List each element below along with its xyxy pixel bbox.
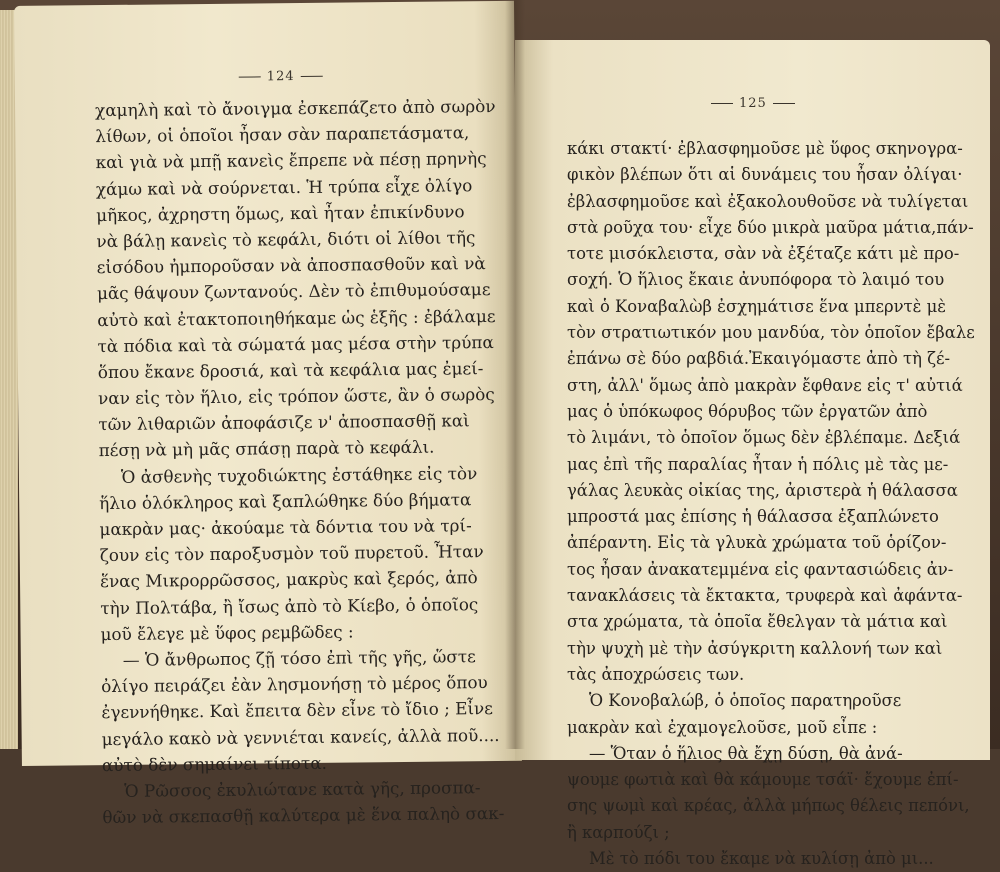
right-page (515, 40, 990, 869)
text-line: στὰ ροῦχα του· εἶχε δύο μικρὰ μαῦρα μάτια,πάν- (567, 217, 974, 237)
text-line: Ὁ ἀσθενὴς τυχοδιώκτης ἐστάθηκε εἰς τὸν (120, 462, 478, 487)
text-line: τανακλάσεις τὰ ἔκτακτα, τρυφερὰ καὶ ἀφάντα- (567, 586, 963, 606)
text-line: καὶ ὁ Κοναβαλὼβ ἐσχημάτισε ἕνα μπερντὲ μὲ (567, 296, 947, 316)
text-line: Ὁ Ρῶσσος ἐκυλιώτανε κατὰ γῆς, προσπα- (124, 777, 481, 801)
text-line: τοτε μισόκλειστα, σὰν νὰ ἐξέταζε κάτι μὲ προ- (567, 244, 960, 264)
text-line: ἀπέραντη. Εἰς τὰ γλυκὰ χρώματα τοῦ ὁρίζον- (567, 533, 947, 553)
text-line: τὰ πόδια καὶ τὰ σώματά μας μέσα στὴν τρύπα (97, 331, 494, 356)
text-line: σης ψωμὶ καὶ κρέας, ἀλλὰ μήπως θέλεις πεπόνι, (567, 796, 970, 816)
folio-dash (711, 103, 733, 104)
text-line: — Ὅταν ὁ ἥλιος θὰ ἔχῃ δύσῃ, θὰ ἀνά- (589, 743, 903, 763)
text-line: ναν εἰς τὸν ἥλιο, εἰς τρόπον ὥστε, ἂν ὁ σωρὸς (98, 384, 495, 409)
left-page-number (233, 69, 329, 85)
text-line: — Ὁ ἄνθρωπος ζῇ τόσο ἐπὶ τῆς γῆς, ὥστε (122, 646, 476, 670)
text-line: μοῦ ἔλεγε μὲ ὕφος ρεμβῶδες : (100, 621, 354, 644)
text-line: θῶν νὰ σκεπασθῇ καλύτερα μὲ ἕνα παληὸ σακ- (102, 802, 505, 828)
text-line: γάλας λευκὰς οἰκίας της, ἀριστερὰ ἡ θάλασσα (567, 480, 958, 500)
text-line: χαμηλὴ καὶ τὸ ἄνοιγμα ἐσκεπάζετο ἀπὸ σωρὸν (94, 95, 496, 121)
text-line: μπροστά μας ἐπίσης ἡ θάλασσα ἐξαπλώνετο (567, 507, 939, 527)
text-line: τὸ λιμάνι, τὸ ὁποῖον ὅμως δὲν ἐβλέπαμε. Δεξιά (567, 428, 961, 448)
text-line: αὐτὸ δὲν σημαίνει τίποτα. (101, 752, 328, 775)
text-line: μᾶς θάψουν ζωντανούς. Δὲν τὸ ἐπιθυμούσαμε (96, 279, 491, 304)
left-page-text (95, 93, 505, 830)
text-line: καὶ γιὰ νὰ μπῇ κανεὶς ἔπρεπε νὰ πέσῃ πρηνὴς (95, 148, 487, 173)
left-page-number-text: 124 (266, 69, 295, 85)
text-line: μεγάλο κακὸ νὰ γεννιέται κανείς, ἀλλὰ ποῦ.... (101, 724, 500, 749)
text-line: ἐπάνω σὲ δύο ραβδιά.Ἐκαιγόμαστε ἀπὸ τὴ ζέ- (567, 349, 951, 369)
text-line: ἐγεννήθηκε. Καὶ ἔπειτα δὲν εἶνε τὸ ἴδιο ; Εἶνε (101, 698, 494, 723)
folio-dash (301, 76, 323, 77)
text-line: στη, ἀλλ' ὅμως ἀπὸ μακρὰν ἔφθανε εἰς τ' αὐτιά (567, 375, 963, 395)
text-line: ὀλίγο πειράζει ἐὰν λησμονήσῃ τὸ μέρος ὅπου (101, 672, 488, 697)
text-line: στα χρώματα, τὰ ὁποῖα ἔθελγαν τὰ μάτια καὶ (567, 612, 948, 632)
text-line: αὐτὸ καὶ ἐτακτοποιηθήκαμε ὡς ἑξῆς : ἐβάλαμε (97, 305, 496, 330)
text-line: μακρὰν καὶ ἐχαμογελοῦσε, μοῦ εἶπε : (567, 717, 878, 737)
text-line: πέσῃ νὰ μὴ μᾶς σπάσῃ παρὰ τὸ κεφάλι. (98, 437, 435, 461)
text-line: Ὁ Κονοβαλώβ, ὁ ὁποῖος παρατηροῦσε (589, 691, 902, 711)
book-gutter (505, 0, 525, 749)
text-line: ὅπου ἔκανε δροσιά, καὶ τὰ κεφάλια μας ἐμεί- (97, 357, 484, 383)
right-page-number-text: 125 (739, 96, 767, 111)
text-line: μας ὁ ὑπόκωφος θόρυβος τῶν ἐργατῶν ἀπὸ (567, 401, 928, 421)
text-line: μας ἐπὶ τῆς παραλίας ἦταν ἡ πόλις μὲ τὰς με- (567, 454, 949, 474)
text-line: τῶν λιθαριῶν ἀποφάσιζε ν' ἀποσπασθῇ καὶ (98, 410, 470, 435)
text-line: τὸν στρατιωτικόν μου μανδύα, τὸν ὁποῖον ἔβαλε (567, 323, 975, 343)
text-line: ζουν εἰς τὸν παροξυσμὸν τοῦ πυρετοῦ. Ἦταν (99, 541, 484, 566)
right-page-text (567, 136, 975, 872)
text-line: φικὸν βλέπων ὅτι αἱ δυνάμεις του ἦσαν ὀλίγαι· (567, 165, 963, 185)
text-line: σοχή. Ὁ ἥλιος ἔκαιε ἀνυπόφορα τὸ λαιμό του (567, 270, 945, 290)
text-line: χάμω καὶ νὰ σούρνεται. Ἡ τρύπα εἶχε ὀλίγο (95, 174, 473, 199)
text-line: μῆκος, ἀχρηστη ὅμως, καὶ ἦταν ἐπικίνδυνο (96, 201, 465, 225)
text-line: μακρὰν μας· ἀκούαμε τὰ δόντια του νὰ τρί- (99, 515, 472, 540)
text-line: ἥλιο ὁλόκληρος καὶ ξαπλώθηκε δύο βήματα (99, 489, 472, 513)
text-line: εἰσόδου ἠμποροῦσαν νὰ ἀποσπασθοῦν καὶ νὰ (96, 253, 486, 278)
text-line: ἢ καρπούζι ; (567, 822, 670, 842)
text-line: τὴν Πολτάβα, ἢ ἴσως ἀπὸ τὸ Κίεβο, ὁ ὁποῖος (100, 593, 479, 618)
text-line: λίθων, οἱ ὁποῖοι ἦσαν σὰν παραπετάσματα, (95, 122, 470, 147)
text-line: Μὲ τὸ πόδι του ἔκαμε νὰ κυλίσῃ ἀπὸ μι... (589, 849, 934, 869)
text-line: ψουμε φωτιὰ καὶ θὰ κάμουμε τσάϊ· ἔχουμε ἐπί- (567, 770, 959, 790)
text-line: τὴν ψυχὴ μὲ τὴν ἀσύγκριτη καλλονή των καὶ (567, 638, 943, 658)
text-line: τος ἦσαν ἀνακατεμμένα εἰς φαντασιώδεις ἀν- (567, 559, 954, 579)
folio-dash (239, 76, 261, 77)
text-line: ἐβλασφημοῦσε καὶ ἐξακολουθοῦσε νὰ τυλίγεται (567, 191, 969, 211)
folio-dash (773, 103, 795, 104)
text-line: κάκι στακτί· ἐβλασφημοῦσε μὲ ὕφος σκηνογρα- (567, 139, 963, 158)
right-page-number (705, 96, 801, 111)
text-line: ἕνας Μικρορρῶσσος, μακρὺς καὶ ξερός, ἀπὸ (99, 567, 478, 592)
text-line: νὰ βάλῃ κανεὶς τὸ κεφάλι, διότι οἱ λίθοι τῆς (96, 227, 476, 252)
left-page (14, 1, 522, 828)
text-line: τὰς ἀποχρώσεις των. (567, 664, 745, 684)
